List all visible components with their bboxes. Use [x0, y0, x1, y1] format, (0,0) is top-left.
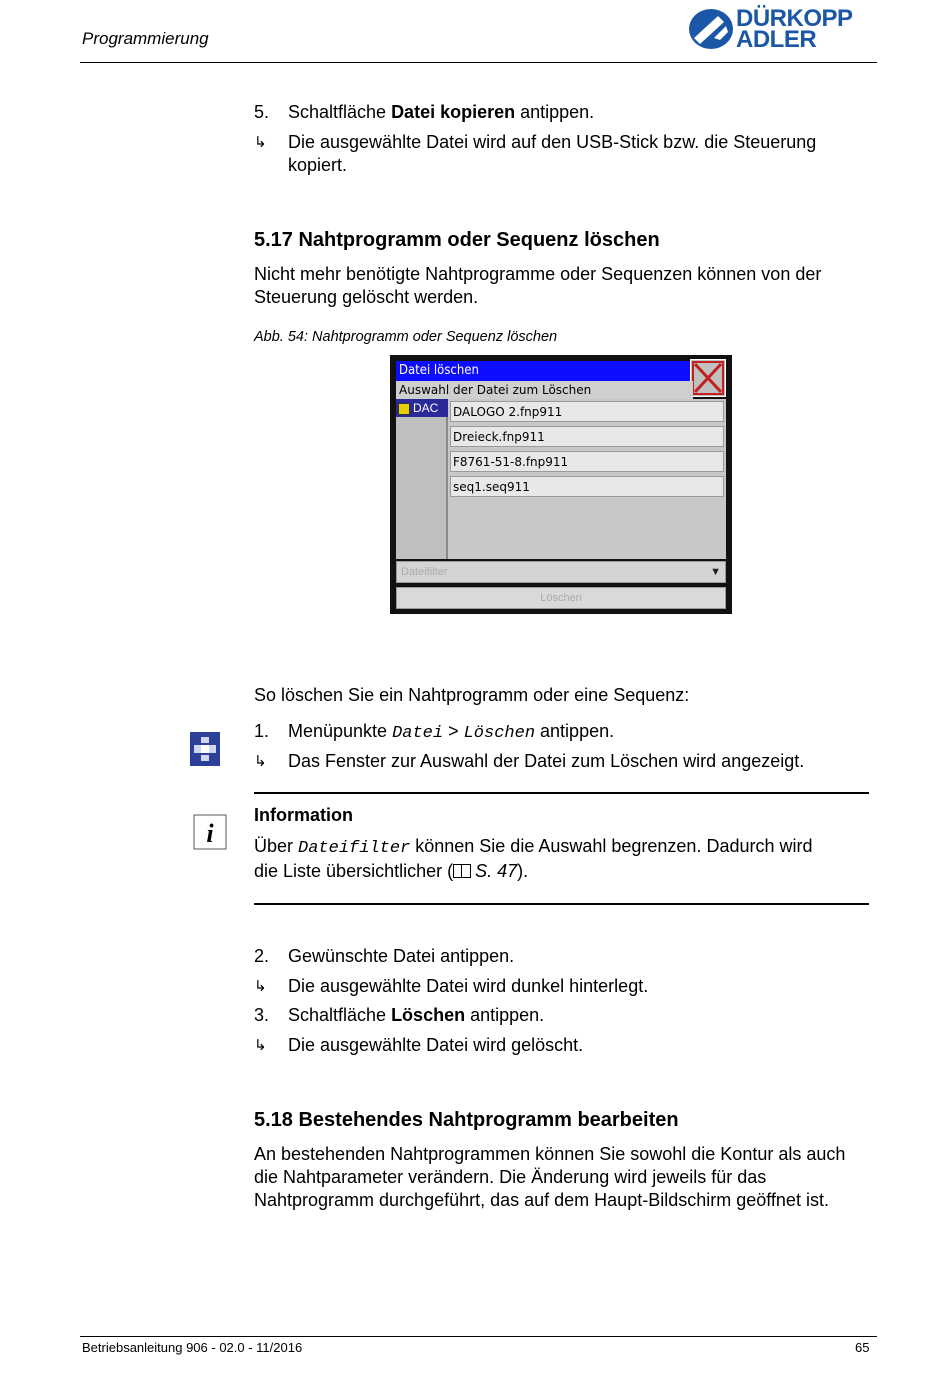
close-button[interactable] [690, 359, 726, 397]
menu-path-delete: Löschen [463, 724, 536, 743]
menu-path-file: Datei [392, 724, 444, 743]
folder-icon [398, 403, 410, 415]
drive-item[interactable]: DAC [396, 399, 448, 417]
dialog-subtitle: Auswahl der Datei zum Löschen [396, 381, 693, 399]
delete-dialog-screenshot [390, 355, 732, 614]
book-icon [453, 864, 471, 878]
result-arrow-icon: ↳ [254, 978, 267, 995]
file-item[interactable]: F8761-51-8.fnp911 [450, 451, 724, 472]
section-heading-518: 5.18 Bestehendes Nahtprogramm bearbeiten [254, 1109, 679, 1131]
drive-panel [396, 399, 448, 559]
section-518-text: An bestehenden Nahtprogrammen können Sie sowohl die Kontur als auch die Nahtparameter verändern. Die Änderung wird jeweils für das Nahtprogramm durchgeführt, das auf dem Haupt-Bildschirm geöffnet ist. [254, 1144, 846, 1210]
result-arrow-icon: ↳ [254, 134, 267, 151]
close-icon [691, 360, 725, 396]
footer-document-info: Betriebsanleitung 906 - 02.0 - 11/2016 [82, 1340, 303, 1355]
file-item[interactable]: DALOGO 2.fnp911 [450, 401, 724, 422]
result-arrow-icon: ↳ [254, 753, 267, 770]
filter-ref: Dateifilter [298, 839, 411, 858]
logo-text-line1: DÜRKOPP [736, 5, 853, 32]
button-ref: Löschen [391, 1005, 466, 1025]
page-reference-link[interactable]: S. 47 [475, 861, 518, 881]
info-top-rule [254, 792, 869, 794]
running-header: Programmierung [82, 29, 209, 48]
howto-intro: So löschen Sie ein Nahtprogramm oder eine Sequenz: [254, 685, 690, 705]
file-filter-dropdown[interactable]: Dateifilter ▼ [396, 561, 726, 583]
dialog-title: Datei löschen [396, 361, 696, 381]
header-rule [80, 62, 877, 63]
logo-mark-icon [688, 8, 734, 50]
info-bottom-rule [254, 903, 869, 905]
menu-icon [190, 732, 220, 771]
delete-button[interactable]: Löschen [396, 587, 726, 609]
section-heading-517: 5.17 Nahtprogramm oder Sequenz löschen [254, 229, 660, 251]
durkopp-adler-logo [688, 5, 853, 55]
file-item[interactable]: Dreieck.fnp911 [450, 426, 724, 447]
page-number: 65 [855, 1340, 870, 1355]
chevron-down-icon: ▼ [710, 566, 721, 578]
info-icon [193, 814, 227, 855]
info-title: Information [254, 805, 353, 825]
step-number: 5. [254, 102, 270, 122]
result-arrow-icon: ↳ [254, 1037, 267, 1054]
svg-text:i: i [206, 819, 214, 848]
section-517-intro: Nicht mehr benötigte Nahtprogramme oder Sequenzen können von der Steuerung gelöscht werden. [254, 264, 822, 307]
footer-rule [80, 1336, 877, 1337]
button-ref: Datei kopieren [391, 102, 516, 122]
logo-text-line2: ADLER [736, 26, 817, 53]
file-item[interactable]: seq1.seq911 [450, 476, 724, 497]
info-text: Über Dateifilter können Sie die Auswahl begrenzen. Dadurch wird die Liste übersichtlicher ( S. 47). [254, 836, 813, 881]
figure-caption: Abb. 54: Nahtprogramm oder Sequenz löschen [254, 329, 558, 345]
